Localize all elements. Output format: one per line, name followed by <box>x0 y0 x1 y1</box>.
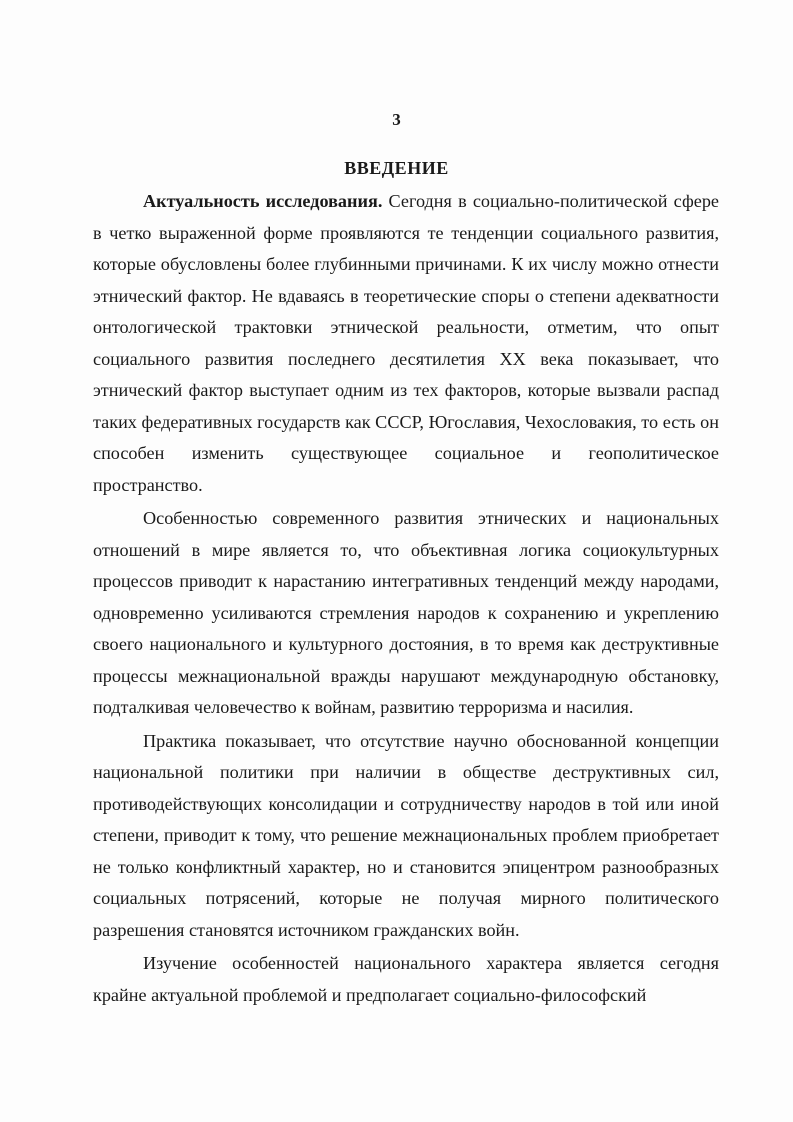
paragraph-features: Особенностью современного развития этнических и национальных отношений в мире является то, что объективная логика социокультурных процессов приводит к нарастанию интегративных тенденций между народами, одновременно усиливаются стремления народов к сохранению и укреплению своего национального и культурного достояния, в то время как деструктивные процессы межнациональной вражды нарушают международную обстановку, подталкивая человечество к войнам, развитию терроризма и насилия. <box>93 508 719 717</box>
paragraph-lead: Актуальность исследования. <box>143 191 383 211</box>
section-heading: ВВЕДЕНИЕ <box>344 158 449 178</box>
paragraph-practice: Практика показывает, что отсутствие научно обоснованной концепции национальной политики при наличии в обществе деструктивных сил, противодействующих консолидации и сотрудничеству народов в той или иной степени, приводит к тому, что решение межнациональных проблем приобретает не только конфликтный характер, но и становится эпицентром разнообразных социальных потрясений, которые не получая мирного политического разрешения становятся источником гражданских войн. <box>93 730 719 940</box>
paragraph-study: Изучение особенностей национального характера является сегодня крайне актуальной проблемой и предполагает социально-философский <box>93 953 719 1005</box>
body-text <box>93 186 719 1011</box>
page-number: 3 <box>392 110 401 129</box>
paragraph-relevance <box>93 186 719 501</box>
paragraph-text: Сегодня в социально-политической сфере в четко выраженной форме проявляются те тенденции социального развития, которые обусловлены более глубинными причинами. К их числу можно отнести этнический фактор. Не вдаваясь в теоретические споры о степени адекватности онтологической трактовки этнической реальности, отметим, что опыт социального развития последнего десятилетия XX века показывает, что этнический фактор выступает одним из тех факторов, которые вызвали распад таких федеративных государств как СССР, Югославия, Чехословакия, то есть он способен изменить существующее социальное и геополитическое пространство. <box>93 191 719 495</box>
